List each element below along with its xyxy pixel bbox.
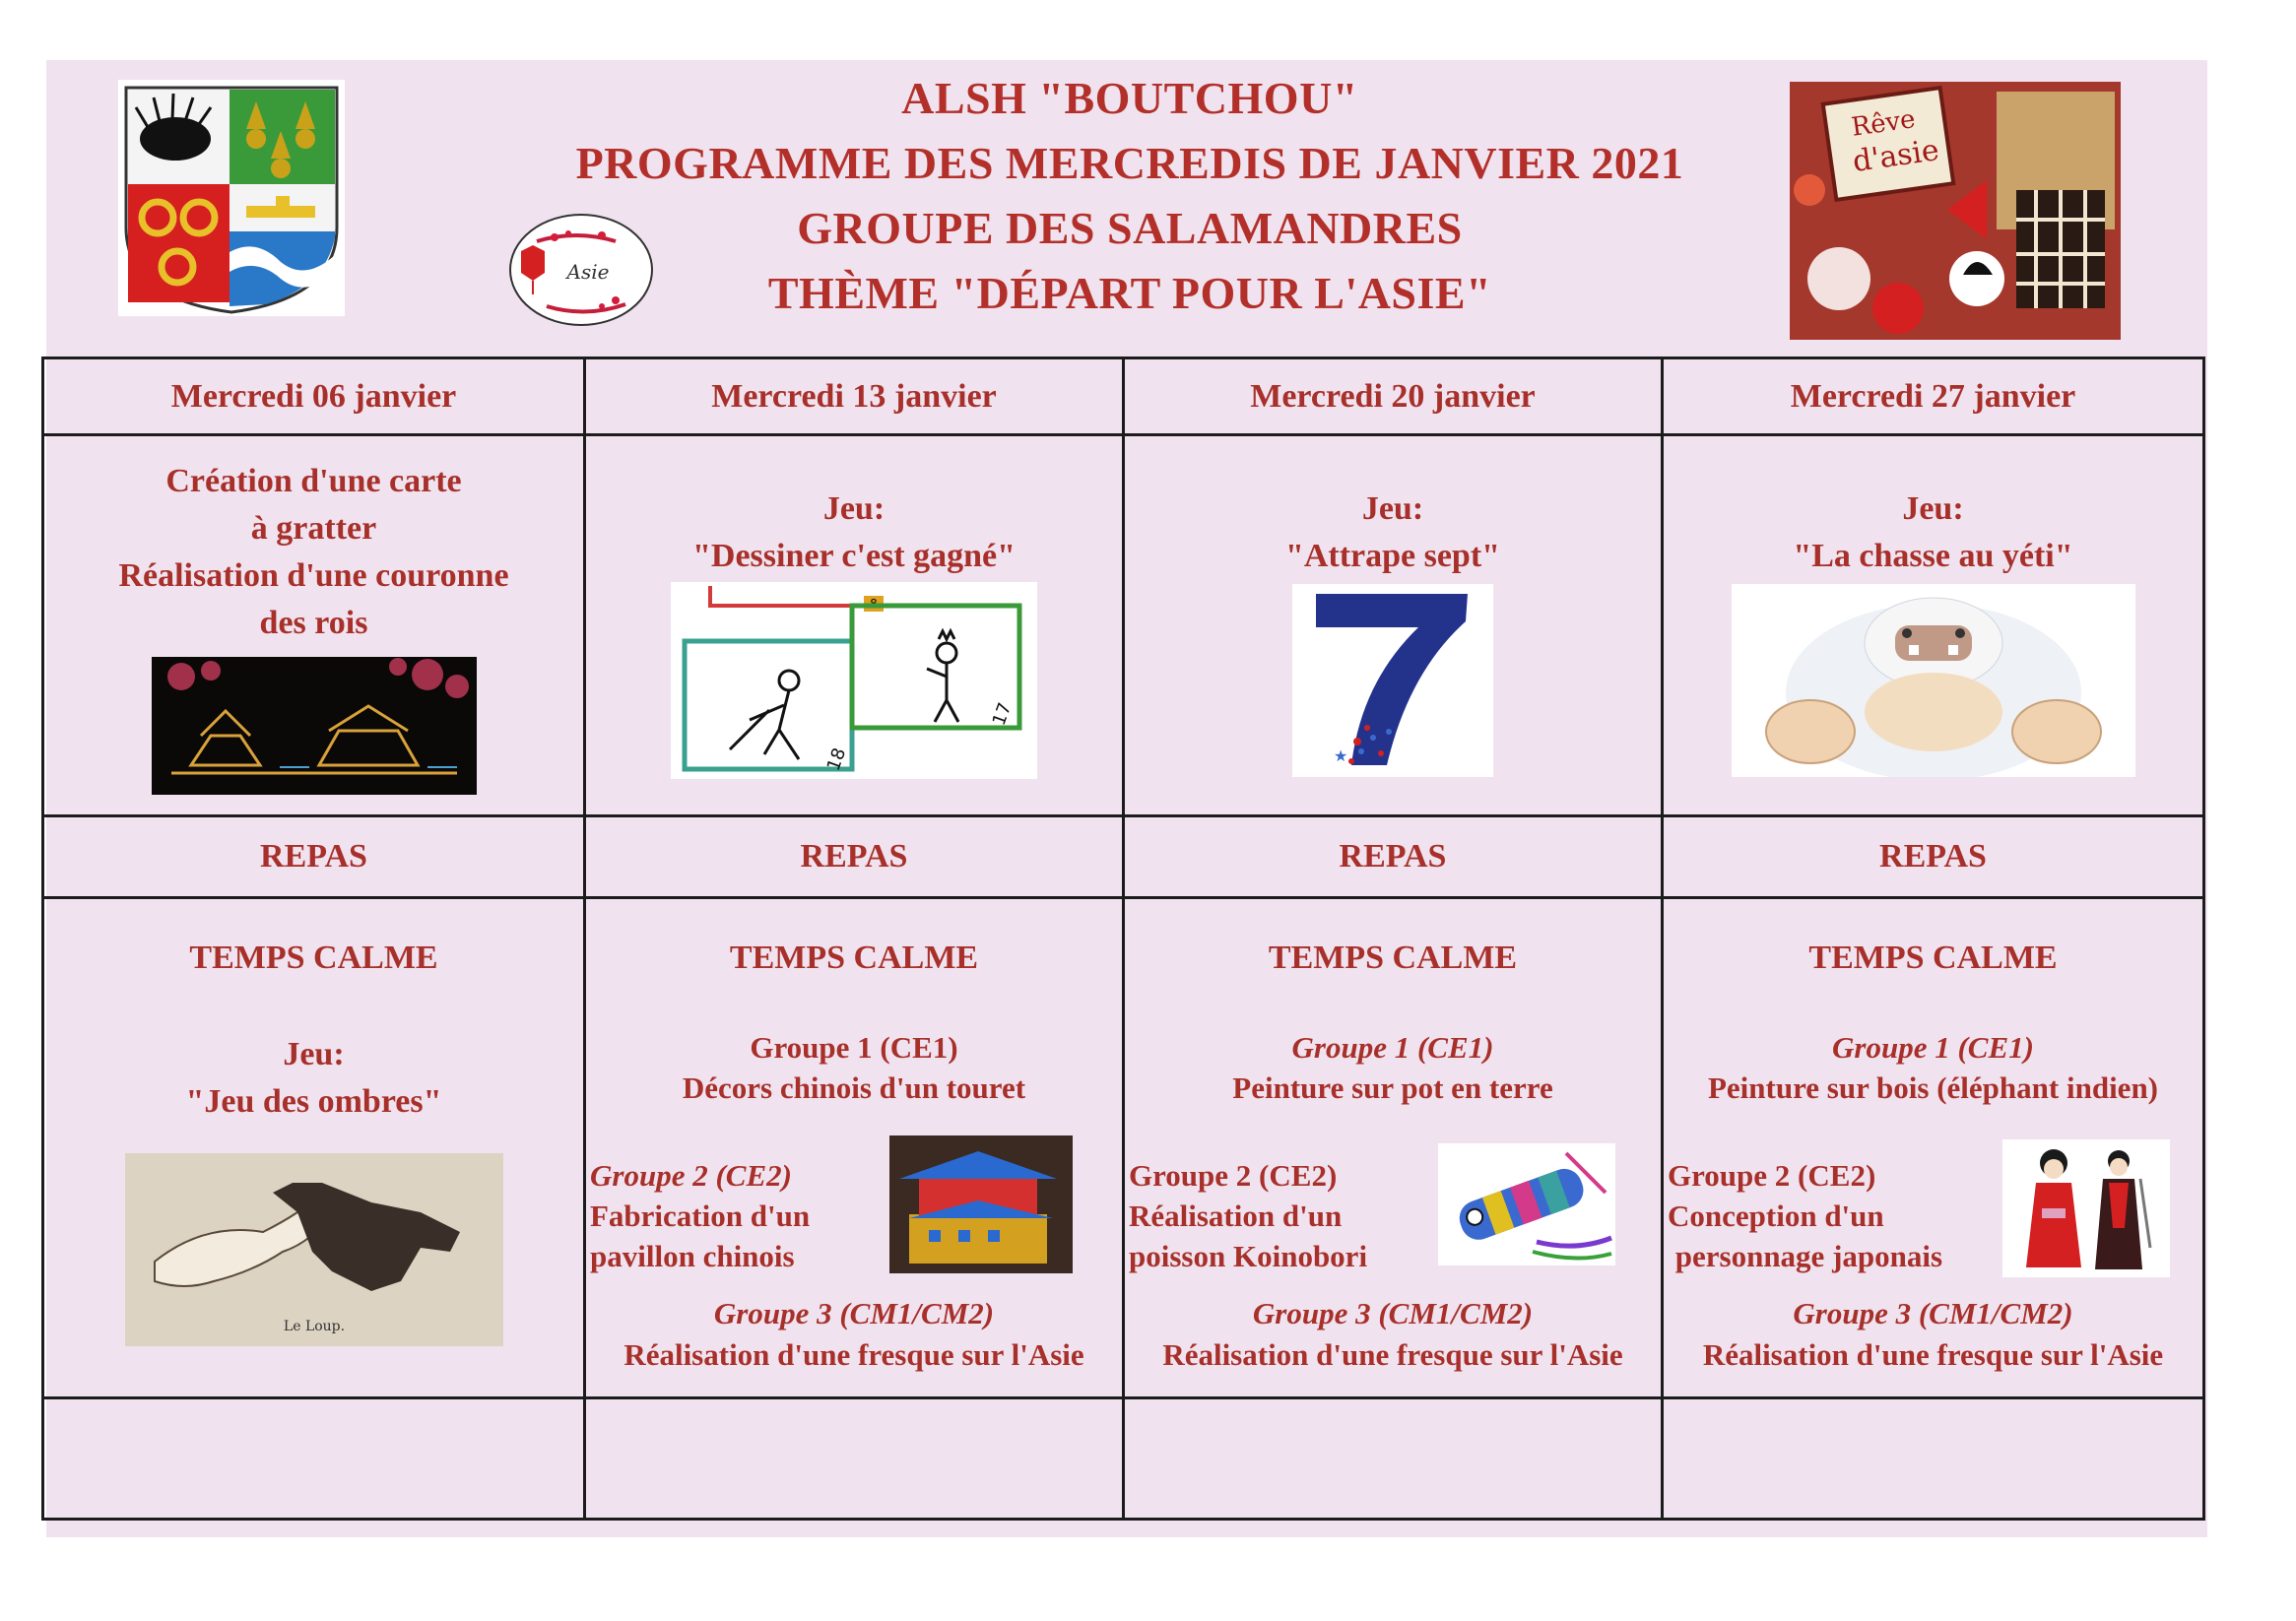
day-header: Mercredi 27 janvier <box>1663 358 2204 435</box>
koinobori-image <box>1438 1143 1615 1265</box>
group3-text: Réalisation d'une fresque sur l'Asie <box>1162 1337 1623 1372</box>
activity-line: Création d'une carte <box>165 463 462 499</box>
afternoon-cell <box>1124 898 1663 1398</box>
card-number: 17 <box>988 699 1017 729</box>
temps-calme-label: TEMPS CALME <box>189 940 438 976</box>
group3-text: Réalisation d'une fresque sur l'Asie <box>1702 1337 2164 1372</box>
group2-text: Conception d'un <box>1668 1199 1884 1233</box>
activity-cell <box>585 435 1124 816</box>
afternoon-cell <box>1663 898 2204 1398</box>
activity-cell <box>1663 435 2204 816</box>
group1-text: Peinture sur bois (éléphant indien) <box>1707 1070 2159 1105</box>
group2-block <box>1668 1155 1942 1276</box>
activity-cell <box>1124 435 1663 816</box>
repas-label: REPAS <box>1124 816 1663 898</box>
temps-calme-label: TEMPS CALME <box>1808 940 2058 976</box>
group2-text: pavillon chinois <box>590 1239 795 1273</box>
group2-label: Groupe 2 (CE2) <box>1129 1158 1338 1193</box>
group1-text: Peinture sur pot en terre <box>1232 1070 1553 1105</box>
empty-cell <box>43 1398 585 1520</box>
reve-text-1: Rêve <box>1849 104 1918 143</box>
group2-text: personnage japonais <box>1668 1239 1943 1273</box>
group2-label: Groupe 2 (CE2) <box>590 1158 792 1193</box>
empty-cell <box>585 1398 1124 1520</box>
temps-calme-label: TEMPS CALME <box>1268 940 1518 976</box>
reve-d-asie-image <box>1790 82 2121 340</box>
group2-label: Groupe 2 (CE2) <box>1668 1158 1876 1193</box>
afternoon-cell <box>585 898 1124 1398</box>
morning-row <box>43 435 2204 816</box>
empty-cell <box>1663 1398 2204 1520</box>
afternoon-game: "Jeu des ombres" <box>185 1083 442 1120</box>
card-number: 18 <box>822 745 851 774</box>
activity-line: Réalisation d'une couronne <box>118 557 509 594</box>
repas-label: REPAS <box>585 816 1124 898</box>
title-alsh: ALSH "BOUTCHOU" <box>901 73 1358 123</box>
group3-text: Réalisation d'une fresque sur l'Asie <box>623 1337 1084 1372</box>
group2-block <box>590 1155 810 1276</box>
afternoon-cell <box>43 898 585 1398</box>
repas-label: REPAS <box>1663 816 2204 898</box>
group1-label: Groupe 1 (CE1) <box>1832 1030 2034 1065</box>
group3-label: Groupe 3 (CM1/CM2) <box>1252 1296 1534 1330</box>
title-programme: PROGRAMME DES MERCREDIS DE JANVIER 2021 <box>575 138 1684 188</box>
day-header: Mercredi 20 janvier <box>1124 358 1663 435</box>
japanese-characters-image <box>2002 1139 2170 1277</box>
card-number: 8 <box>870 597 878 611</box>
svg-text:★: ★ <box>1334 746 1348 765</box>
day-header: Mercredi 13 janvier <box>585 358 1124 435</box>
activity-line: Jeu: <box>822 490 886 527</box>
afternoon-title: Jeu: <box>283 1036 345 1072</box>
activity-line: des rois <box>259 605 368 641</box>
title-groupe: GROUPE DES SALAMANDRES <box>797 203 1463 253</box>
group2-text: poisson Koinobori <box>1129 1239 1368 1273</box>
title-block <box>539 60 1721 326</box>
asie-badge-text: Asie <box>566 260 610 284</box>
temps-calme-label: TEMPS CALME <box>729 940 979 976</box>
day-header: Mercredi 06 janvier <box>43 358 585 435</box>
group1-label: Groupe 1 (CE1) <box>750 1030 958 1065</box>
group2-text: Fabrication d'un <box>590 1199 811 1233</box>
programme-table <box>41 357 2205 1521</box>
shadow-caption: Le Loup. <box>283 1319 345 1334</box>
title-theme: THÈME "DÉPART POUR L'ASIE" <box>767 268 1492 318</box>
reve-text-2: d'asie <box>1850 133 1941 179</box>
empty-row <box>43 1398 2204 1520</box>
scratch-card-image <box>152 657 477 795</box>
activity-line: à gratter <box>250 510 377 547</box>
drawing-cards-image <box>671 582 1037 779</box>
activity-line: "La chasse au yéti" <box>1793 538 2073 574</box>
activity-line: Jeu: <box>1902 490 1964 527</box>
dates-row <box>43 358 2204 435</box>
header <box>46 60 2207 356</box>
number-seven-image <box>1292 584 1493 777</box>
activity-line: Jeu: <box>1361 490 1424 527</box>
activity-line: "Dessiner c'est gagné" <box>692 538 1016 574</box>
group1-text: Décors chinois d'un touret <box>682 1070 1026 1105</box>
repas-label: REPAS <box>43 816 585 898</box>
activity-line: "Attrape sept" <box>1284 538 1501 574</box>
activity-cell <box>43 435 585 816</box>
shadow-puppet-image <box>125 1153 503 1346</box>
coat-of-arms-logo <box>118 80 345 316</box>
group3-label: Groupe 3 (CM1/CM2) <box>713 1296 995 1330</box>
group3-label: Groupe 3 (CM1/CM2) <box>1793 1296 2073 1330</box>
group2-text: Réalisation d'un <box>1129 1199 1343 1233</box>
group2-block <box>1129 1155 1367 1276</box>
yeti-image <box>1732 584 2135 777</box>
empty-cell <box>1124 1398 1663 1520</box>
repas-row <box>43 816 2204 898</box>
afternoon-row <box>43 898 2204 1398</box>
group1-label: Groupe 1 (CE1) <box>1291 1030 1494 1065</box>
chinese-pavilion-image <box>889 1135 1073 1273</box>
